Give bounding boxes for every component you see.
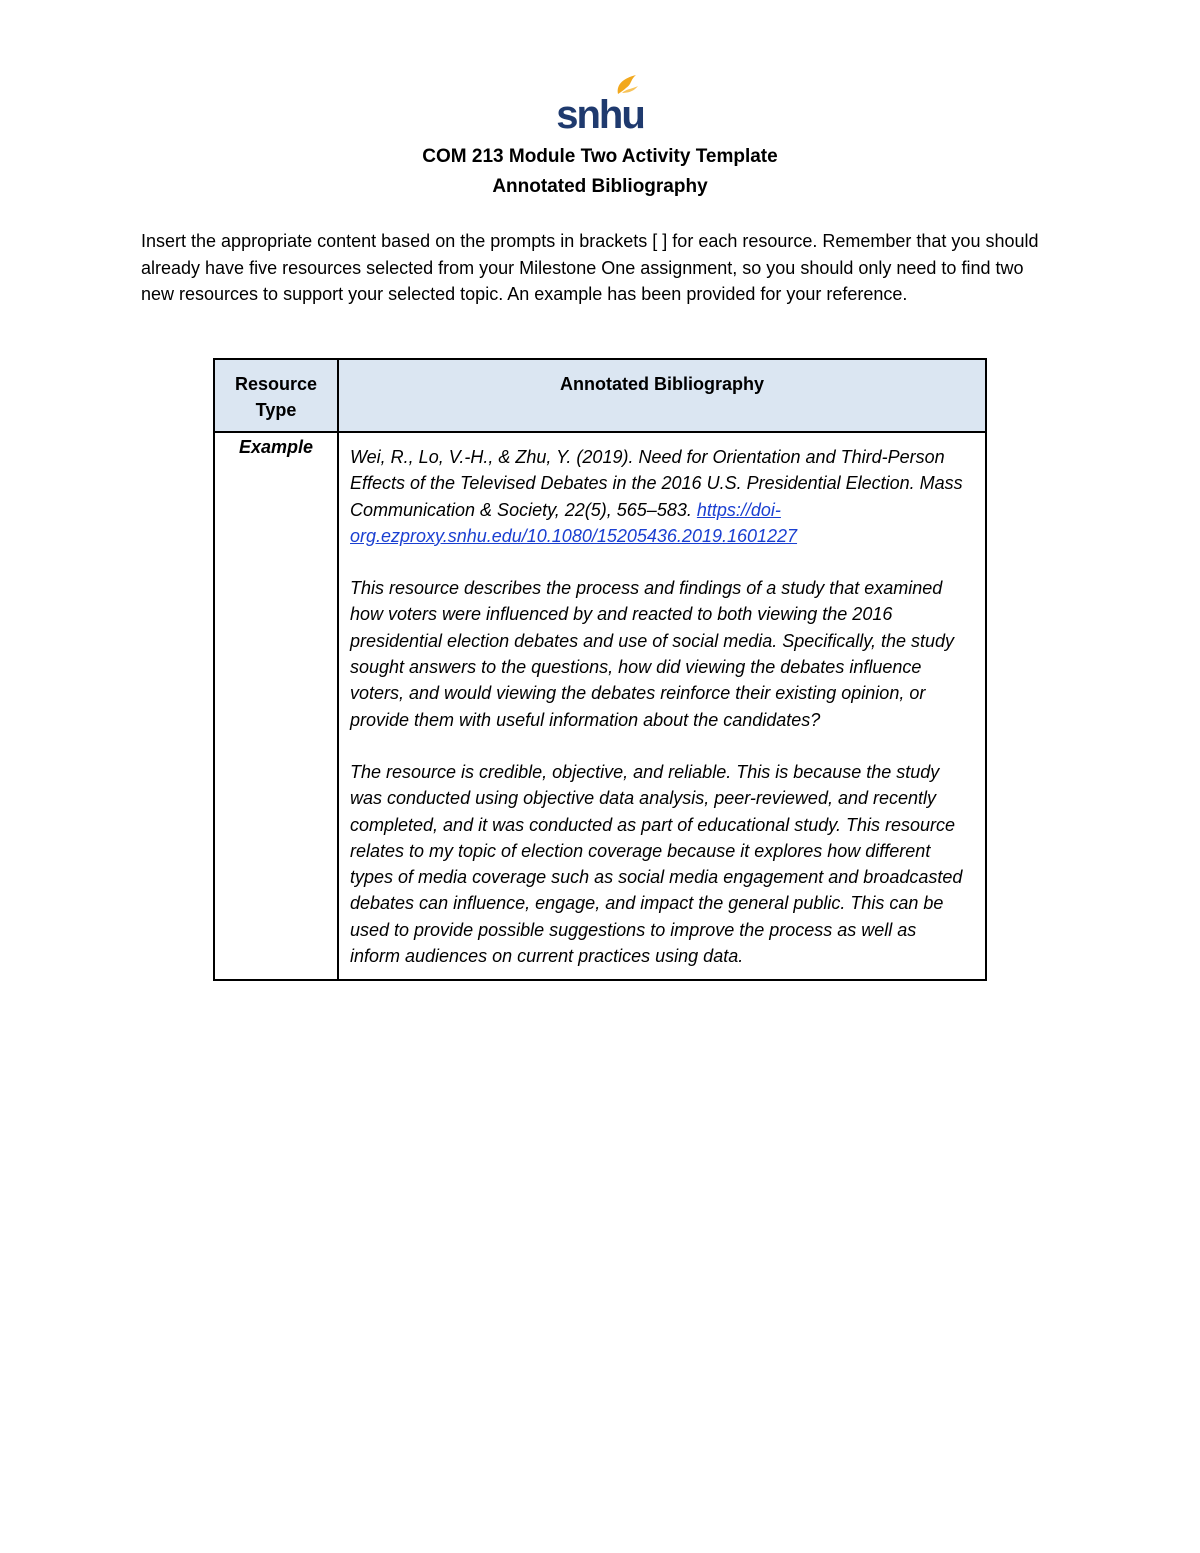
evaluation-paragraph: The resource is credible, objective, and reliable. This is because the study was conducted using objective data analysis, peer-reviewed, and recently completed, and it was conducted as part of educational study. This resource relates to my topic of election coverage because it explores how different types of media coverage such as social media engagement and broadcasted debates can influence, engage, and impact the general public. This can be used to provide possible suggestions to improve the process as well as inform audiences on current practices using data. bbox=[350, 761, 963, 967]
instructions-paragraph: Insert the appropriate content based on the prompts in brackets [ ] for each resource. Remember that you should already have five resources selected from your Milestone One assignment, so you should only need to find two new resources to support your selected topic. An example has been provided for your reference. bbox=[141, 231, 1039, 305]
logo-wordmark: snhu bbox=[556, 93, 644, 134]
snhu-logo bbox=[552, 72, 648, 134]
document-subtitle: Annotated Bibliography bbox=[492, 176, 708, 197]
table-row bbox=[214, 432, 986, 980]
citation-paragraph bbox=[350, 444, 971, 549]
citation-text: Wei, R., Lo, V.-H., & Zhu, Y. (2019). Need for Orientation and Third-Person Effects of the Televised Debates in the 2016 U.S. Presidential Election. Mass Communication & Society, 22(5), 565–583. bbox=[350, 447, 963, 520]
resource-type-cell: Example bbox=[214, 432, 338, 980]
annotation-cell bbox=[338, 432, 986, 980]
header-resource-type: Resource Type bbox=[214, 359, 338, 432]
document-title: COM 213 Module Two Activity Template bbox=[422, 146, 778, 167]
header-annotated-bibliography: Annotated Bibliography bbox=[338, 359, 986, 432]
summary-paragraph: This resource describes the process and findings of a study that examined how voters were influenced by and reacted to both viewing the 2016 presidential election debates and use of social media. Specifically, the study sought answers to the questions, how did viewing the debates influence voters, and would viewing the debates reinforce their existing opinion, or provide them with useful information about the candidates? bbox=[350, 578, 955, 730]
bibliography-table bbox=[213, 358, 987, 981]
snhu-logo-graphic bbox=[552, 72, 648, 134]
doi-link[interactable]: https://doi-org.ezproxy.snhu.edu/10.1080/15205436.2019.1601227 bbox=[350, 499, 798, 546]
table-header-row bbox=[214, 359, 986, 432]
